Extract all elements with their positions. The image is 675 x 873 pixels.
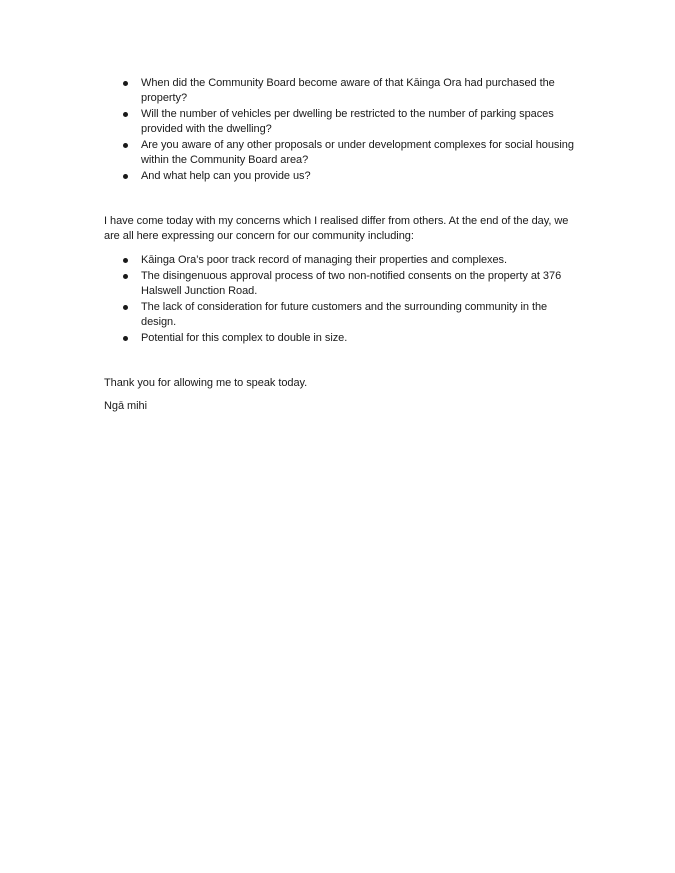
list-item <box>104 300 584 330</box>
list-item <box>104 169 584 184</box>
concern-text: The disingenuous approval process of two non-notified consents on the property at 376 Halswell Junction Road. <box>141 270 562 297</box>
signoff-line: Ngā mihi <box>104 400 148 412</box>
bullet-icon <box>123 174 128 179</box>
question-text: Will the number of vehicles per dwelling be restricted to the number of parking spaces provided with the dwelling? <box>141 108 554 135</box>
list-item <box>104 269 584 299</box>
list-item <box>104 138 584 168</box>
bullet-icon <box>123 81 128 86</box>
concerns-list <box>104 253 584 346</box>
list-item <box>104 76 584 106</box>
concern-text: Kāinga Ora’s poor track record of managing their properties and complexes. <box>141 254 508 266</box>
question-text: When did the Community Board become aware of that Kāinga Ora had purchased the property? <box>141 77 555 104</box>
list-item <box>104 253 584 268</box>
question-text: And what help can you provide us? <box>141 170 311 182</box>
thanks-line: Thank you for allowing me to speak today. <box>104 377 308 389</box>
intro-paragraph: I have come today with my concerns which I realised differ from others. At the end of the day, we are all here expressing our concern for our community including: <box>104 215 569 242</box>
list-item <box>104 331 584 346</box>
bullet-icon <box>123 305 128 310</box>
question-text: Are you aware of any other proposals or under development complexes for social housing within the Community Board area? <box>141 139 574 166</box>
list-item <box>104 107 584 137</box>
bullet-icon <box>123 336 128 341</box>
questions-list <box>104 76 584 184</box>
concern-text: Potential for this complex to double in size. <box>141 332 348 344</box>
bullet-icon <box>123 112 128 117</box>
bullet-icon <box>123 274 128 279</box>
bullet-icon <box>123 143 128 148</box>
concern-text: The lack of consideration for future customers and the surrounding community in the design. <box>141 301 548 328</box>
document-body <box>104 76 584 414</box>
bullet-icon <box>123 258 128 263</box>
